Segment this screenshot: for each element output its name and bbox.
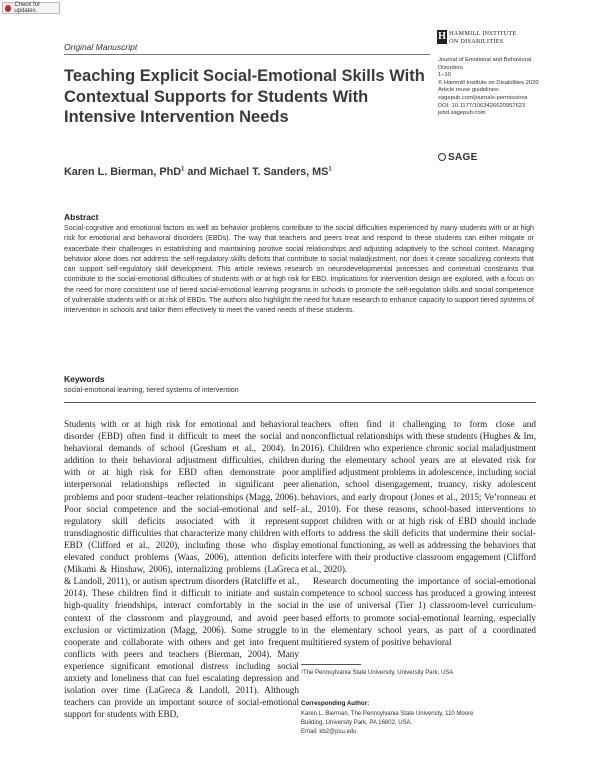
sage-logo-text: SAGE bbox=[448, 152, 478, 163]
badge-label: Check for updates bbox=[14, 2, 41, 14]
update-icon bbox=[5, 5, 11, 12]
publisher-logo bbox=[437, 30, 557, 48]
author-1-affil: 1 bbox=[181, 166, 185, 173]
journal-meta bbox=[438, 57, 558, 118]
copyright: © Hammill Institute on Disabilities 2020 bbox=[438, 79, 539, 86]
sage-logo-icon bbox=[438, 153, 446, 161]
author-2-affil: 1 bbox=[328, 166, 332, 173]
footnote-rule bbox=[301, 664, 361, 665]
keywords-text: social-emotional learning, tiered systems of intervention bbox=[64, 386, 239, 394]
keywords-heading: Keywords bbox=[64, 374, 105, 384]
header-rule bbox=[64, 54, 430, 55]
author-2: Michael T. Sanders, MS bbox=[209, 166, 329, 178]
manuscript-type: Original Manuscript bbox=[64, 42, 138, 52]
authors bbox=[64, 166, 484, 178]
author-separator: and bbox=[184, 166, 210, 178]
doi[interactable]: DOI: 10.1177/1063426620957623 bbox=[438, 102, 526, 109]
hammill-logo-mark: H bbox=[438, 31, 446, 42]
body-paragraph: Research documenting the importance of social-emotional competence to school success has produced a growing interest in the use of universal (Tier 1) classroom-level curriculum-based efforts to promote social-emotional learning, especially in the elementary school years, as part of a coordinated multitiered system of positive behavioral bbox=[301, 576, 536, 647]
reuse-guidelines: Article reuse guidelines: bbox=[438, 87, 500, 94]
body-paragraph: teachers often find it challenging to form close and nonconflictual relationships with these students (Hughes & Im, 2016). Children who experience chronic social maladjustment during the elementary school years are at elevated risk for amplified adjustment problems in adolescence, including social alienation, school disengagement, truancy, risky adolescent behaviors, and early dropout (Jones et al., 2015; Ve’ronneau et al., 2010). For these reasons, school-based interventions to support children with or at high risk of EBD should include efforts to address the skill deficits that undermine their social-emotional functioning, as well as addressing the behaviors that interfere with their productive classroom engagement (Clifford et al., 2020). bbox=[301, 419, 536, 575]
corr-line-1: Karen L. Bierman, The Pennsylvania State University, 110 Moore bbox=[301, 711, 474, 717]
corresponding-author bbox=[301, 710, 536, 737]
abstract-text: Social-cognitive and emotional factors as well as behavior problems contribute to the social difficulties experienced by many students with or at high risk for emotional and behavioral disorders (EBDs). The way that teachers and peers treat and respond to these students can either mitigate or exacerbate their challenges in establishing and maintaining positive social relationships and adjusting adaptively to the school context. Managing behavior alone does not address the self-regulatory skills deficits that contribute to social maladjustment, nor does it create socializing contexts that can support self-regulatory skill development. This article reviews research on neurodevelopmental processes and contextual constraints that contribute to the social-emotional difficulties of students with or at high risk for EBD. Implications for intervention design are explored, with a focus on the need for more consistent use of tiered social-emotional learning programs in schools to promote the self-regulation skills and social competence of vulnerable students with or at risk of EBDs. The authors also highlight the need for future research to enhance capacity to support tiered systems of intervention in schools and tailor them effectively to meet the varied needs of these students. bbox=[64, 224, 534, 315]
abstract-heading: Abstract bbox=[64, 212, 99, 222]
body-column-right bbox=[301, 418, 536, 648]
publisher-line-2: ON DISABILITIES bbox=[449, 37, 504, 45]
check-for-updates-badge[interactable] bbox=[2, 2, 60, 14]
journal-name-1: Journal of Emotional and Behavioral bbox=[438, 57, 532, 63]
corr-line-2: Building, University Park, PA 16802, USA. bbox=[301, 720, 413, 726]
page-range: 1–10 bbox=[438, 72, 451, 79]
section-rule bbox=[64, 402, 536, 403]
sage-logo bbox=[438, 152, 478, 163]
publisher-line-1: HAMMILL INSTITUTE bbox=[449, 30, 517, 37]
body-column-left bbox=[64, 418, 299, 720]
body-paragraph: Students with or at high risk for emotional and behavioral disorder (EBD) often find it difficult to meet the social and behavioral demands of school (Gresham et al., 2004). In addition to their behavioral adjustment difficulties, children with or at high risk for EBD often demonstrate poor interpersonal relationships reflected in significant peer problems and poor student–teacher relationships (Magg, 2006). Poor social competence and the social-emotional and self-regulatory skill deficits associated with it represent transdiagnostic difficulties that characterize many children with EBD (Clifford et al., 2020), including those who display elevated conduct problems (Waas, 2006), attention deficits (Mikami & Hinshaw, 2006), internalizing problems (LaGreca & Landoll, 2011), or autism spectrum disorders (Ratcliffe et al., 2014). These children find it difficult to initiate and sustain high-quality friendships, interact comfortably in the social context of the classroom and playground, and avoid peer exclusion or victimization (Magg, 2006). Some struggle to cooperate and collaborate with others and get into frequent conflicts with peers and teachers (Bierman, 2004). Many experience significant emotional distress including social anxiety and loneliness that can fuel escalating depression and isolation over time (LaGreca & Landoll, 2011). Although teachers can provide an important source of social-emotional support for students with EBD, bbox=[64, 419, 299, 720]
article-title: Teaching Explicit Social-Emotional Skills With Contextual Supports for Students With Intensive Intervention Needs bbox=[64, 67, 425, 126]
corr-email[interactable]: Email: kb2@psu.edu bbox=[301, 729, 357, 735]
affiliation-footnote: ¹The Pennsylvania State University, University Park, USA bbox=[301, 670, 454, 676]
journal-site-link[interactable]: jebd.sagepub.com bbox=[438, 110, 486, 117]
permissions-link[interactable]: sagepub.com/journals-permissions bbox=[438, 94, 528, 101]
author-1: Karen L. Bierman, PhD bbox=[64, 166, 181, 178]
corresponding-author-heading: Corresponding Author: bbox=[301, 700, 370, 707]
journal-name-2: Disorders bbox=[438, 64, 463, 71]
